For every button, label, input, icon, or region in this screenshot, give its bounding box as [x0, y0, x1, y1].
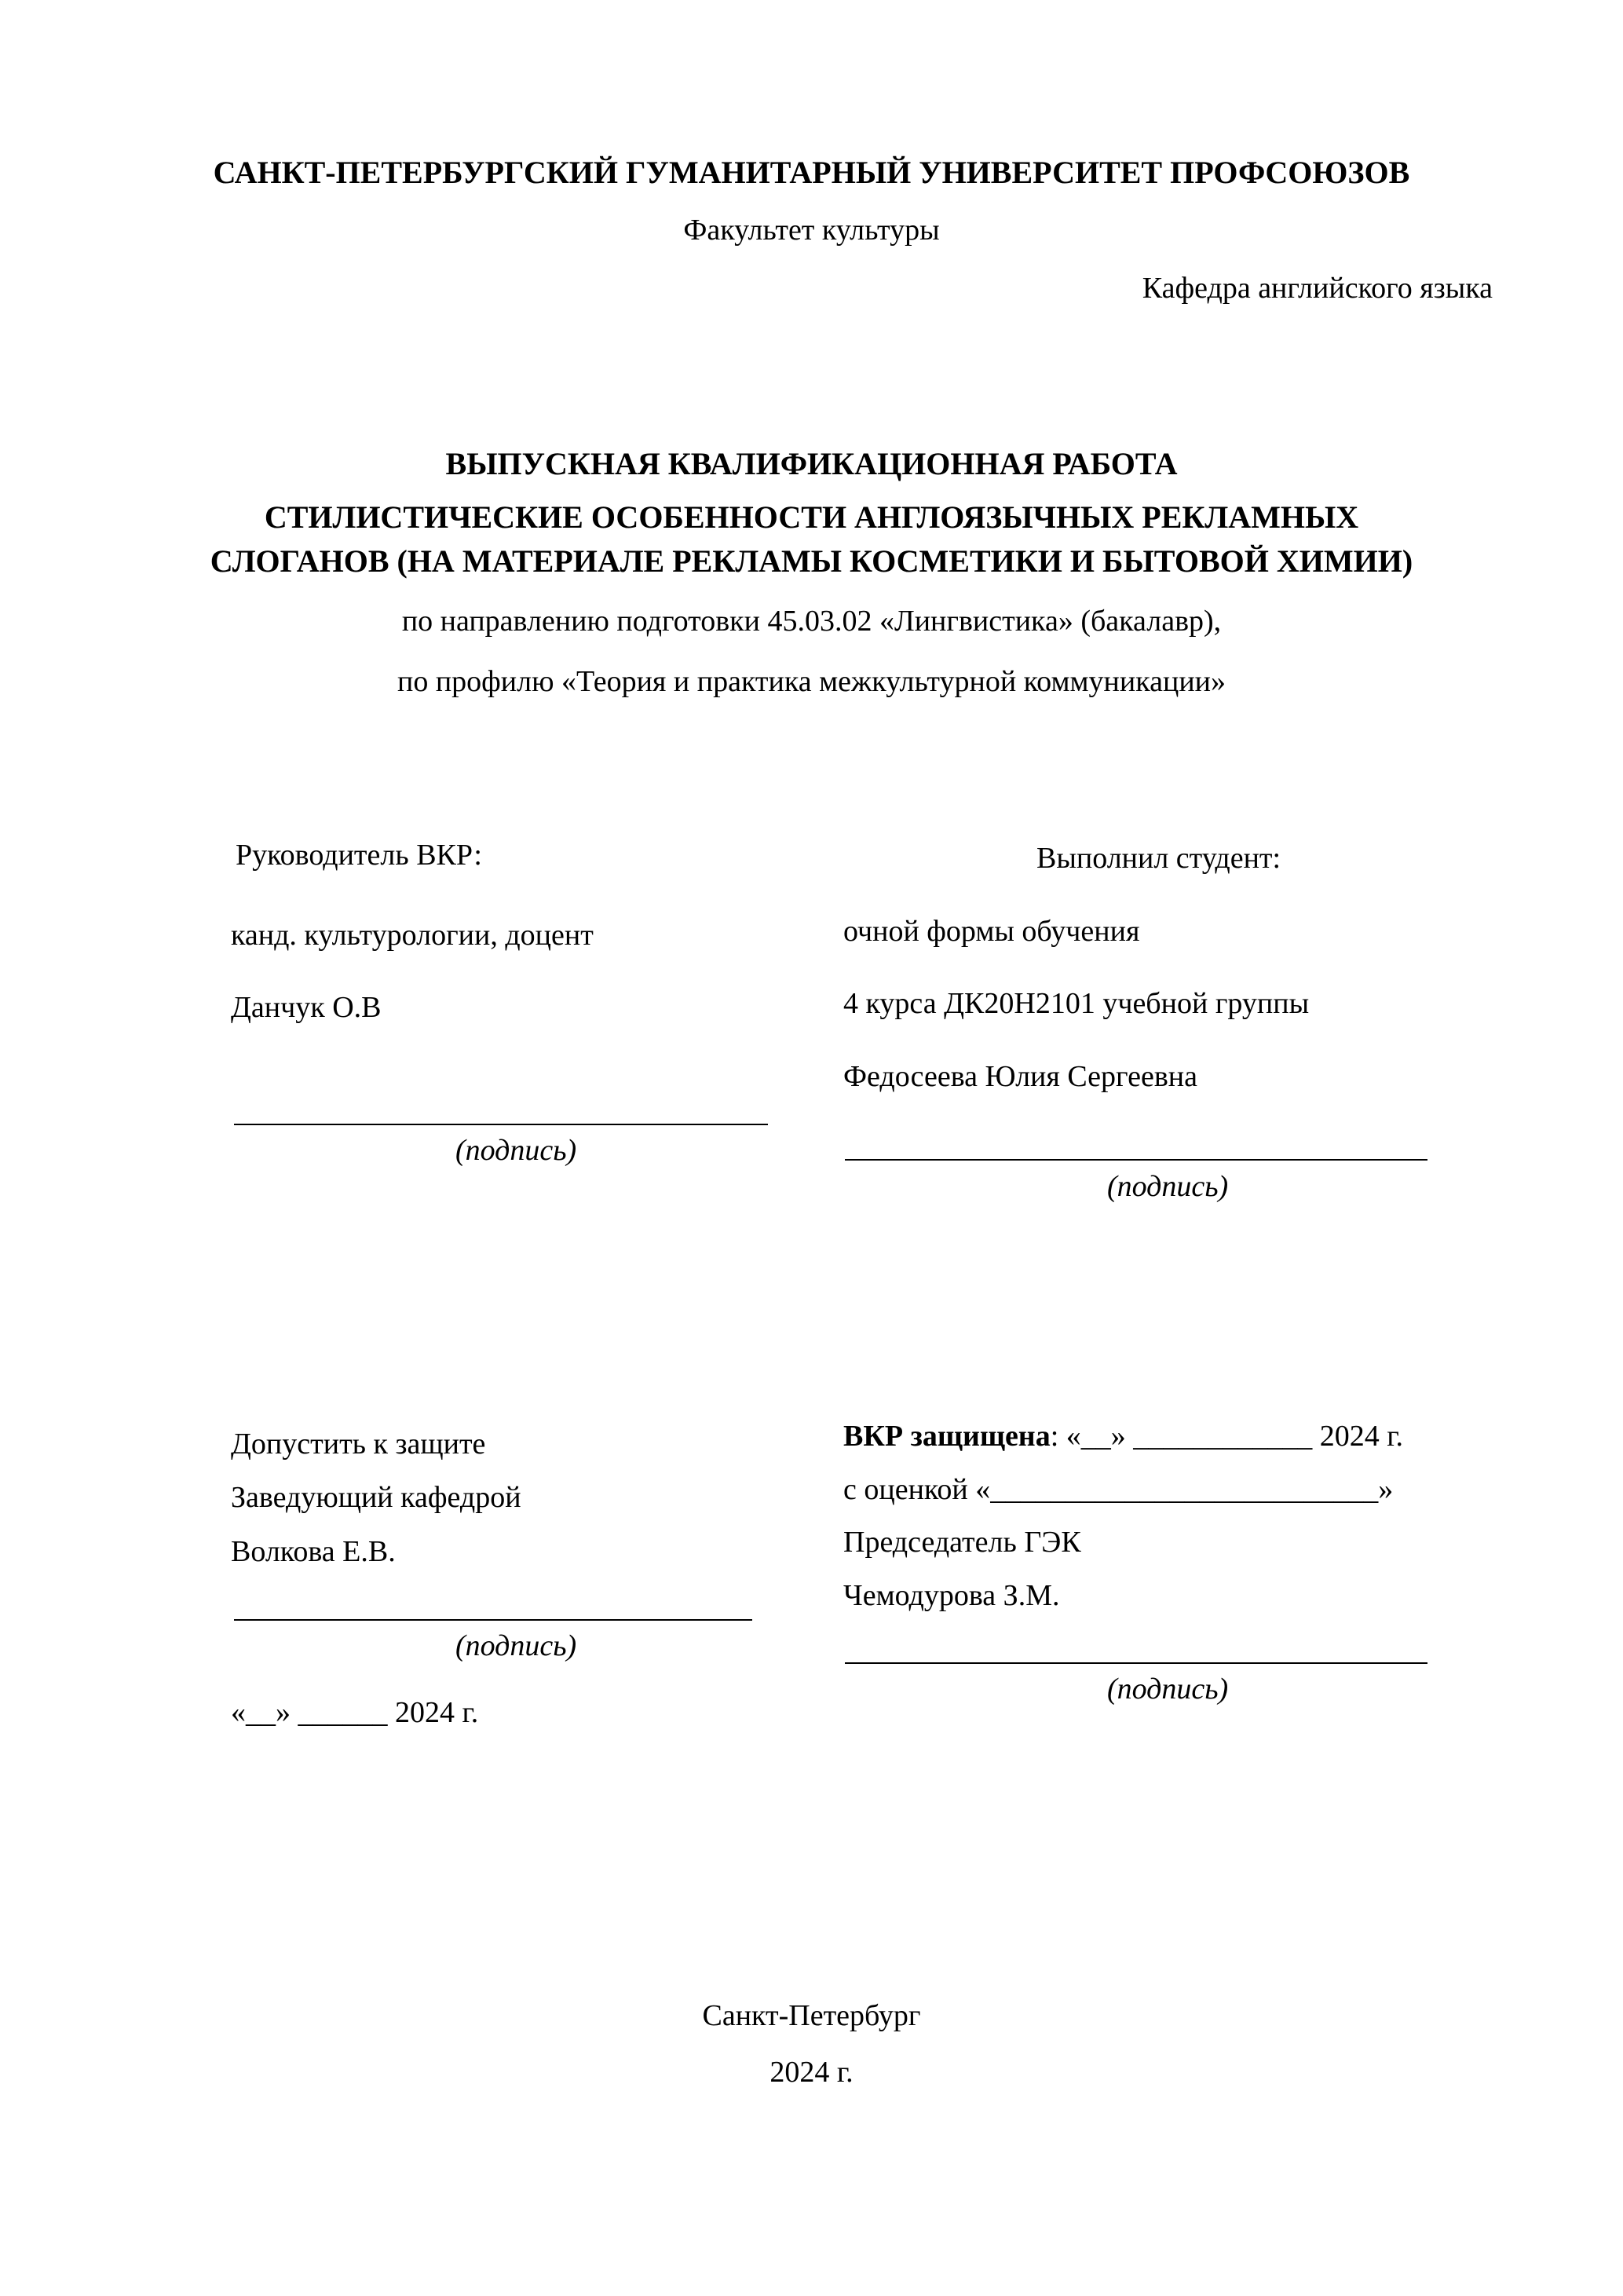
- student-signature-line[interactable]: [845, 1159, 1427, 1161]
- admission-admit: Допустить к защите: [231, 1428, 486, 1461]
- work-type: ВЫПУСКНАЯ КВАЛИФИКАЦИОННАЯ РАБОТА: [445, 446, 1178, 481]
- defense-grade[interactable]: с оценкой «__________________________»: [843, 1473, 1394, 1506]
- supervisor-name: Данчук О.В: [231, 991, 382, 1024]
- defense-chair-title: Председатель ГЭК: [843, 1526, 1081, 1559]
- department-name: Кафедра английского языка: [1142, 272, 1493, 305]
- student-study-form: очной формы обучения: [843, 915, 1140, 948]
- defense-label: ВКР защищена: [843, 1420, 1051, 1453]
- defense-signature-caption: (подпись): [1107, 1673, 1229, 1706]
- topic-line-2: СЛОГАНОВ (НА МАТЕРИАЛЕ РЕКЛАМЫ КОСМЕТИКИ И БЫТОВОЙ ХИМИИ): [210, 543, 1413, 579]
- university-name: САНКТ-ПЕТЕРБУРГСКИЙ ГУМАНИТАРНЫЙ УНИВЕРСИТЕТ ПРОФСОЮЗОВ: [213, 155, 1410, 190]
- student-signature-caption: (подпись): [1107, 1170, 1229, 1203]
- admission-signature-line[interactable]: [234, 1619, 752, 1621]
- direction-line: по направлению подготовки 45.03.02 «Лингвистика» (бакалавр),: [401, 605, 1222, 638]
- supervisor-signature-caption: (подпись): [455, 1134, 577, 1167]
- footer-year: 2024 г.: [769, 2056, 854, 2089]
- profile-line: по профилю «Теория и практика межкультурной коммуникации»: [397, 665, 1226, 698]
- supervisor-signature-line[interactable]: [234, 1124, 768, 1125]
- admission-date[interactable]: «__» ______ 2024 г.: [231, 1696, 479, 1729]
- student-heading: Выполнил студент:: [1036, 842, 1281, 875]
- admission-signature-caption: (подпись): [455, 1629, 577, 1662]
- faculty-name: Факультет культуры: [683, 214, 940, 247]
- topic-line-1: СТИЛИСТИЧЕСКИЕ ОСОБЕННОСТИ АНГЛОЯЗЫЧНЫХ РЕКЛАМНЫХ: [264, 499, 1359, 535]
- defense-status: [843, 1420, 1403, 1454]
- supervisor-heading: Руководитель ВКР:: [236, 839, 482, 872]
- footer-city: Санкт-Петербург: [702, 1999, 921, 2032]
- supervisor-degree: канд. культурологии, доцент: [231, 919, 594, 952]
- student-group: 4 курса ДК20Н2101 учебной группы: [843, 987, 1310, 1020]
- defense-chair-name: Чемодурова З.М.: [843, 1579, 1060, 1612]
- student-name: Федосеева Юлия Сергеевна: [843, 1060, 1198, 1093]
- defense-date[interactable]: : «__» ____________ 2024 г.: [1050, 1420, 1404, 1453]
- admission-head-name: Волкова Е.В.: [231, 1535, 396, 1568]
- admission-head-title: Заведующий кафедрой: [231, 1481, 521, 1514]
- defense-signature-line[interactable]: [845, 1662, 1427, 1664]
